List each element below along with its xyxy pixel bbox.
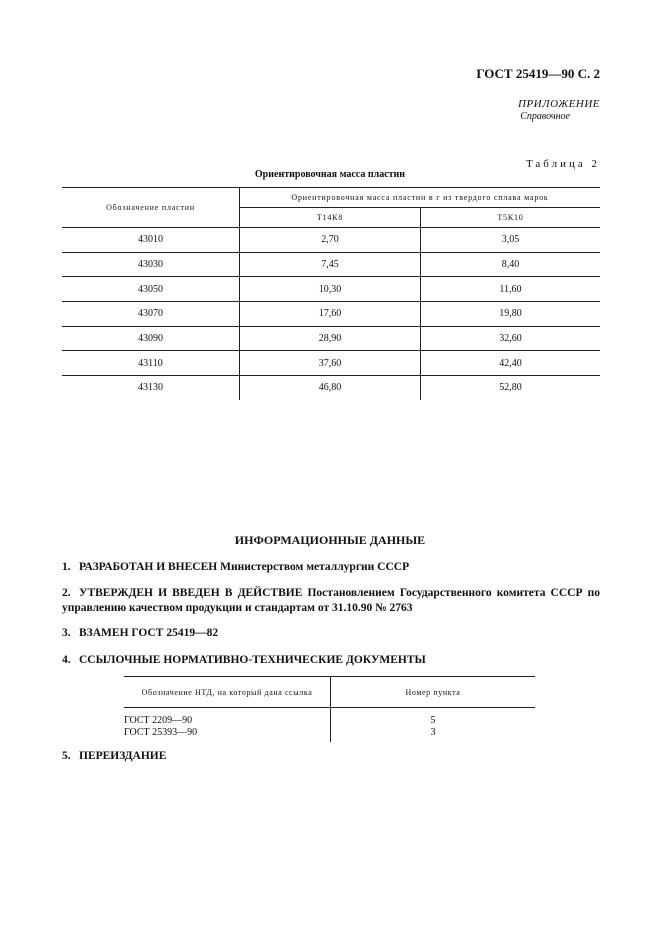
mass-t5k10-cell: 8,40 bbox=[421, 252, 601, 277]
table-row bbox=[124, 708, 535, 727]
appendix-type: Справочное bbox=[520, 111, 570, 122]
mass-t5k10-cell: 52,80 bbox=[421, 376, 601, 400]
ref-item-header: Номер пункта bbox=[331, 677, 536, 708]
plate-mass-table bbox=[62, 187, 600, 400]
appendix-heading: ПРИЛОЖЕНИЕ bbox=[518, 98, 600, 110]
table-row bbox=[62, 228, 600, 253]
mass-t5k10-cell: 3,05 bbox=[421, 228, 601, 253]
item-text: УТВЕРЖДЕН И ВВЕДЕН В ДЕЙСТВИЕ Постановлением Государственного комитета СССР по управлению качеством продукции и стандартам от 31.10.90 № 2763 bbox=[62, 587, 600, 614]
ref-doc-header: Обозначение НТД, на который дана ссылка bbox=[124, 677, 331, 708]
reference-documents-table bbox=[124, 676, 535, 742]
mass-t14k8-cell: 2,70 bbox=[240, 228, 421, 253]
item-number: 1. bbox=[62, 561, 71, 573]
col-mass-group-header: Ориентировочная масса пластин в г из твердого сплава марок bbox=[240, 188, 601, 208]
item-number: 3. bbox=[62, 627, 71, 639]
table-row bbox=[62, 376, 600, 400]
table-caption: Ориентировочная масса пластин bbox=[254, 169, 406, 180]
mass-t14k8-cell: 7,45 bbox=[240, 252, 421, 277]
table-row bbox=[62, 277, 600, 302]
mass-t5k10-cell: 19,80 bbox=[421, 302, 601, 327]
table-row bbox=[62, 252, 600, 277]
col-designation-header: Обозначение пластин bbox=[62, 188, 240, 228]
info-item-4 bbox=[62, 654, 602, 666]
designation-cell: 43030 bbox=[62, 252, 240, 277]
item-text: ВЗАМЕН ГОСТ 25419—82 bbox=[79, 627, 219, 639]
designation-cell: 43010 bbox=[62, 228, 240, 253]
item-number: 5. bbox=[62, 750, 71, 762]
grade-t5k10-header: Т5К10 bbox=[421, 208, 601, 228]
ref-item-cell: 5 bbox=[331, 708, 536, 727]
designation-cell: 43090 bbox=[62, 326, 240, 351]
mass-t14k8-cell: 17,60 bbox=[240, 302, 421, 327]
info-item-2 bbox=[62, 586, 600, 616]
ref-doc-cell: ГОСТ 25393—90 bbox=[124, 726, 198, 738]
document-code: ГОСТ 25419—90 С. 2 bbox=[476, 66, 600, 81]
item-number: 2. bbox=[62, 587, 71, 599]
item-number: 4. bbox=[62, 654, 71, 666]
table-row bbox=[62, 351, 600, 376]
designation-cell: 43050 bbox=[62, 277, 240, 302]
ref-item-cell: 3 bbox=[331, 726, 536, 742]
item-text: ПЕРЕИЗДАНИЕ bbox=[79, 750, 167, 762]
mass-t5k10-cell: 32,60 bbox=[421, 326, 601, 351]
table-row bbox=[124, 726, 535, 742]
mass-t14k8-cell: 28,90 bbox=[240, 326, 421, 351]
ref-doc-cell: ГОСТ 2209—90 bbox=[124, 714, 193, 726]
mass-t14k8-cell: 10,30 bbox=[240, 277, 421, 302]
info-item-3 bbox=[62, 627, 602, 639]
mass-t14k8-cell: 37,60 bbox=[240, 351, 421, 376]
item-text: ССЫЛОЧНЫЕ НОРМАТИВНО-ТЕХНИЧЕСКИЕ ДОКУМЕНТЫ bbox=[79, 654, 426, 666]
table-row bbox=[62, 326, 600, 351]
info-item-5 bbox=[62, 750, 602, 762]
designation-cell: 43070 bbox=[62, 302, 240, 327]
mass-t14k8-cell: 46,80 bbox=[240, 376, 421, 400]
table-label: Таблица 2 bbox=[525, 158, 600, 170]
designation-cell: 43110 bbox=[62, 351, 240, 376]
item-text: РАЗРАБОТАН И ВНЕСЕН Министерством металлургии СССР bbox=[79, 561, 410, 573]
mass-t5k10-cell: 42,40 bbox=[421, 351, 601, 376]
grade-t14k8-header: Т14К8 bbox=[240, 208, 421, 228]
info-item-1 bbox=[62, 561, 602, 573]
mass-t5k10-cell: 11,60 bbox=[421, 277, 601, 302]
information-data-title: ИНФОРМАЦИОННЫЕ ДАННЫЕ bbox=[234, 533, 426, 547]
designation-cell: 43130 bbox=[138, 382, 163, 394]
table-row bbox=[62, 302, 600, 327]
